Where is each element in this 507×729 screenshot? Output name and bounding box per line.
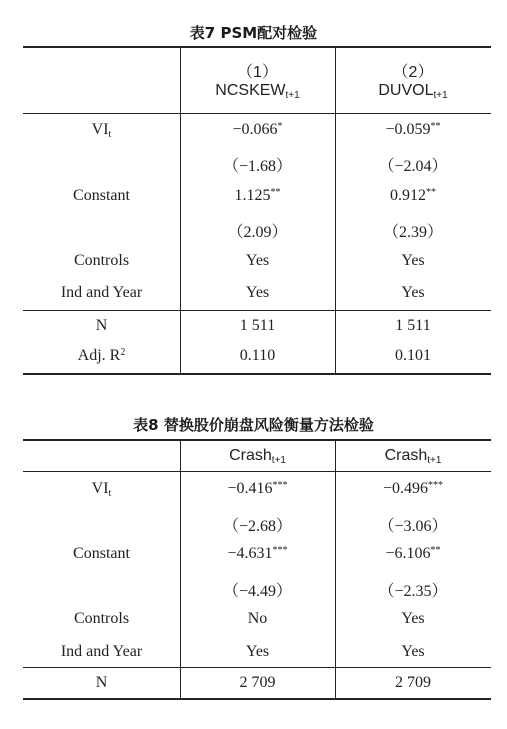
table7-cell-vi-col2: −0.059** [385,121,441,138]
table7-row-label-n: N [95,317,108,334]
table8-cell-controls-col1: No [247,610,268,627]
table7-col1-number: （1） [237,64,278,81]
table7-row-label-adj-r2: Adj. $R^2$ [77,347,126,364]
table8-row-label-controls: Controls [73,610,130,627]
table8-cell-constant-tstat-col2: （−2.35） [378,583,448,600]
table7-cell-ind-year-col1: Yes [245,284,270,301]
table8-cell-n-col1: 2 709 [239,674,276,691]
table8-cell-constant-col1: −4.631*** [227,545,288,562]
table8-cell-ind-year-col1: Yes [245,643,270,660]
table7-mid-rule [23,310,491,311]
table8-cell-n-col2: 2 709 [395,674,431,691]
table7 [23,46,491,376]
table8-cell-controls-col2: Yes [401,610,425,627]
table7-cell-constant-tstat-col1: （2.09） [227,224,288,241]
table8-col1-header: Crash$_{t+1}$ [229,447,286,466]
table7-row-label-vi: $VI_t$ [91,121,112,140]
table7-cell-adj-r2-col2: 0.101 [395,347,431,364]
table7-cell-controls-col1: Yes [245,252,270,269]
table8-cell-ind-year-col2: Yes [401,643,425,660]
table8-row-label-n: N [95,674,108,691]
table8-row-label-ind-year: Ind and Year [60,643,143,660]
table7-cell-constant-col1: 1.125** [234,187,281,204]
table7-cell-vi-tstat-col2: （−2.04） [378,158,448,175]
table8 [23,439,491,701]
table7-title: 表7 PSM配对检验 [189,24,318,42]
table7-top-rule [23,46,491,48]
table8-cell-vi-col1: −0.416*** [227,480,288,497]
table7-cell-ind-year-col2: Yes [401,284,425,301]
table7-cell-controls-col2: Yes [401,252,425,269]
table7-col1-header: $NCSKEW_{t+1}$ [215,82,300,101]
table7-cell-vi-col1: −0.066* [232,121,283,138]
table7-row-label-controls: Controls [73,252,130,269]
table7-header-rule [23,113,491,114]
table8-mid-rule [23,667,491,668]
table7-cell-n-col1: 1 511 [239,317,276,334]
table7-cell-vi-tstat-col1: （−1.68） [222,158,293,175]
table8-col2-header: Crash$_{t+1}$ [384,447,442,466]
table7-cell-constant-col2: 0.912** [390,187,436,204]
table8-header-rule [23,471,491,472]
table8-cell-constant-tstat-col1: （−4.49） [222,583,293,600]
table8-row-label-constant: Constant [73,545,130,562]
table8-cell-vi-tstat-col1: （−2.68） [222,518,293,535]
table8-cell-vi-tstat-col2: （−3.06） [378,518,448,535]
table8-cell-constant-col2: −6.106** [385,545,441,562]
table7-cell-constant-tstat-col2: （2.39） [382,224,443,241]
table8-top-rule [23,439,491,441]
table7-row-label-ind-year: Ind and Year [60,284,143,301]
table7-bottom-rule [23,373,491,375]
table8-row-label-vi: $VI_t$ [91,480,112,499]
table7-cell-adj-r2-col1: 0.110 [239,347,276,364]
table7-cell-n-col2: 1 511 [395,317,431,334]
table7-col2-number: （2） [392,64,434,81]
table8-title: 表8 替换股价崩盘风险衡量方法检验 [133,416,374,434]
table8-bottom-rule [23,698,491,700]
table8-cell-vi-col2: −0.496*** [382,480,444,497]
table7-row-label-constant: Constant [73,187,130,204]
table7-col2-header: $DUVOL_{t+1}$ [378,82,448,101]
